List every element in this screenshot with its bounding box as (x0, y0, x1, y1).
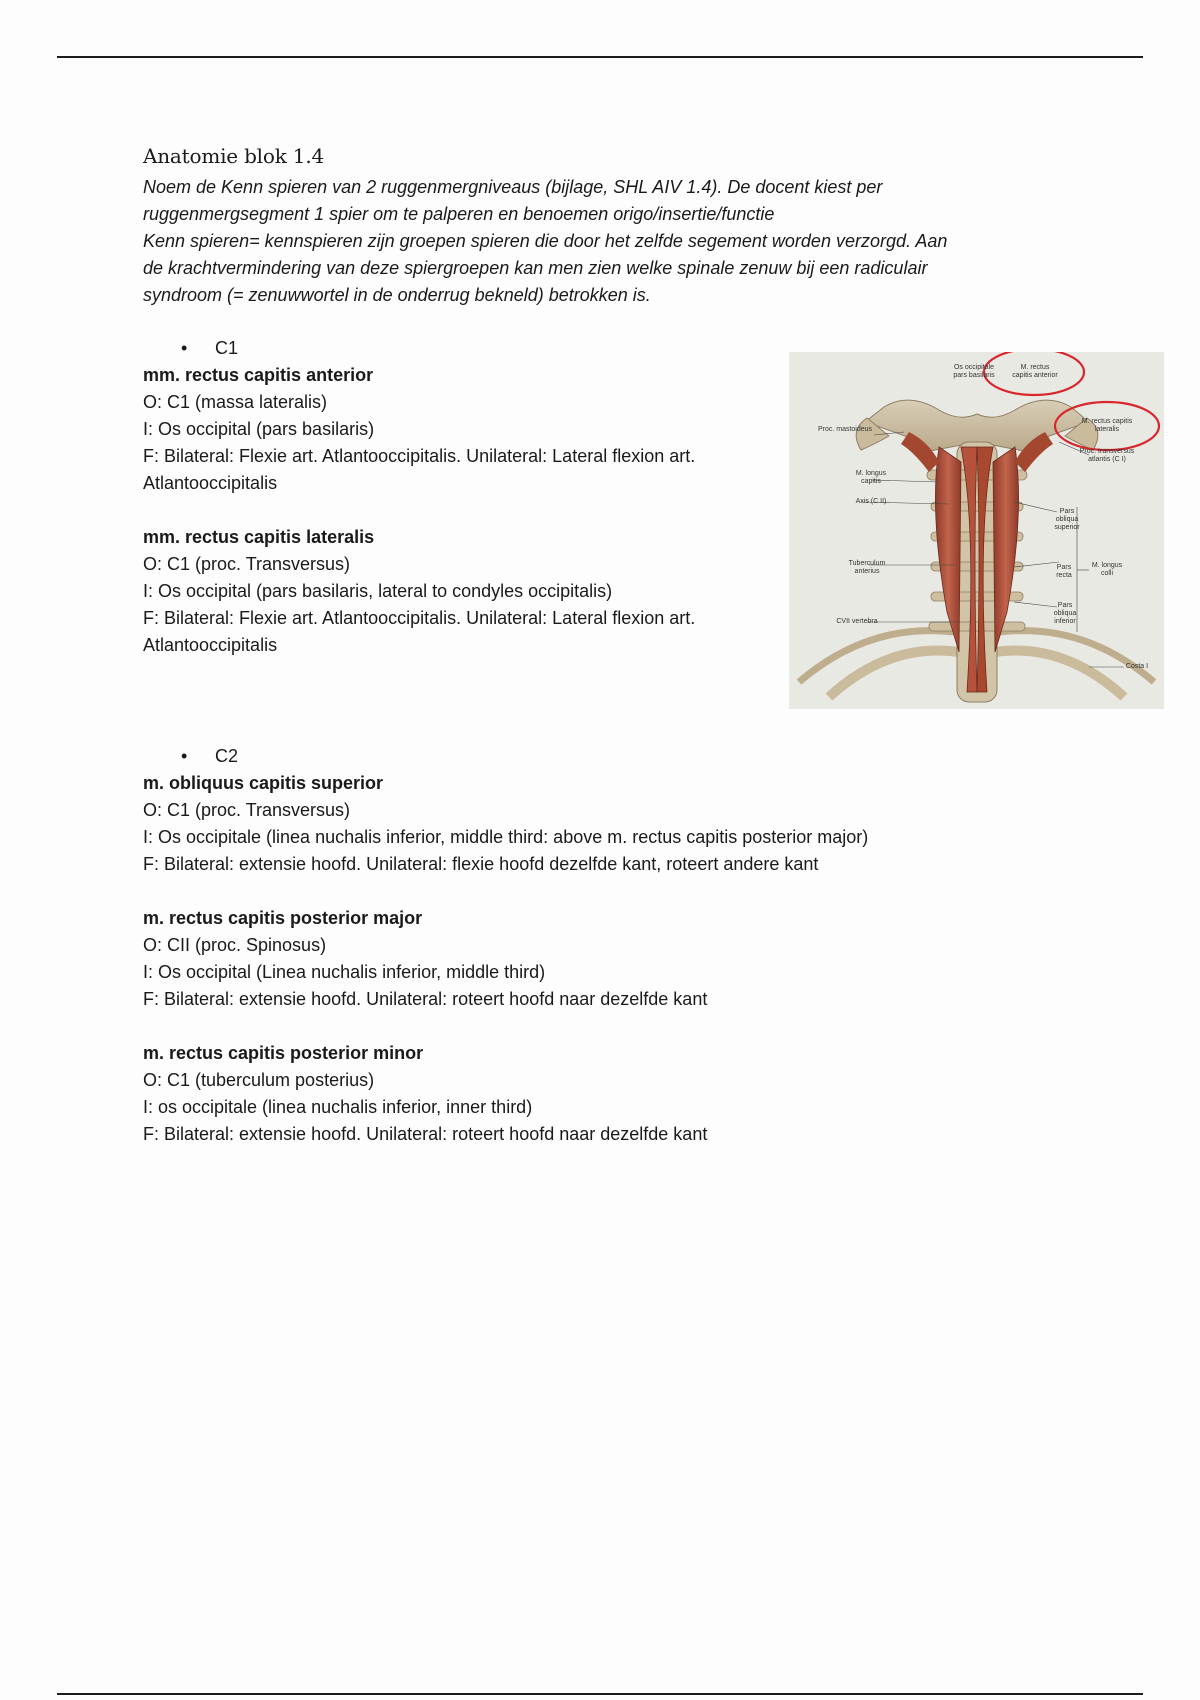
label-os-occipitale: Os occipitale pars basilaris (953, 364, 995, 379)
muscle-origin: O: C1 (massa lateralis) (143, 392, 328, 412)
bottom-rule (57, 1693, 1143, 1695)
muscle-name: mm. rectus capitis anterior (143, 365, 374, 385)
muscle-origin: O: C1 (proc. Transversus) (143, 554, 351, 574)
page-title: Anatomie blok 1.4 (143, 144, 325, 168)
muscle-entry (143, 1040, 1093, 1148)
muscle-entry (143, 770, 1093, 878)
label-costa: Costa I (1125, 663, 1149, 670)
muscle-function-cont: Atlantooccipitalis (143, 635, 278, 655)
label-longus-colli: M. longus colli (1091, 562, 1123, 577)
section-c1 (143, 335, 783, 659)
level-heading-c2: • C2 (143, 743, 1093, 770)
anatomy-figure (789, 352, 1164, 709)
label-pars-recta: Pars recta (1056, 564, 1072, 579)
muscle-function: F: Bilateral: extensie hoofd. Unilateral: roteert hoofd naar dezelfde kant (143, 1124, 708, 1144)
intro-line: ruggenmergsegment 1 spier om te palperen en benoemen origo/insertie/functie (143, 204, 775, 224)
muscle-entry (143, 905, 1093, 1013)
level-heading-c1: • C1 (143, 335, 783, 362)
anatomy-illustration (789, 352, 1164, 709)
muscle-function: F: Bilateral: Flexie art. Atlantooccipitalis. Unilateral: Lateral flexion art. (143, 446, 696, 466)
muscle-entry (143, 362, 783, 497)
label-pars-obliqua-inferior: Pars obliqua inferior (1053, 602, 1077, 625)
muscle-name: m. rectus capitis posterior major (143, 908, 423, 928)
label-rectus-lateralis: M. rectus capitis lateralis (1081, 418, 1133, 433)
muscle-function: F: Bilateral: extensie hoofd. Unilateral: flexie hoofd dezelfde kant, roteert andere kant (143, 854, 819, 874)
label-proc-transversus: Proc. transversus atlantis (C I) (1079, 448, 1135, 463)
intro-line: de krachtvermindering van deze spiergroepen kan men zien welke spinale zenuw bij een radiculair (143, 258, 928, 278)
muscle-insertion: I: Os occipital (pars basilaris, lateral to condyles occipitalis) (143, 581, 613, 601)
muscle-function: F: Bilateral: Flexie art. Atlantooccipitalis. Unilateral: Lateral flexion art. (143, 608, 696, 628)
muscle-insertion: I: Os occipital (Linea nuchalis inferior, middle third) (143, 962, 546, 982)
muscle-name: m. rectus capitis posterior minor (143, 1043, 424, 1063)
intro-line: Kenn spieren= kennspieren zijn groepen spieren die door het zelfde segement worden verzorgd. Aan (143, 231, 948, 251)
muscle-insertion: I: Os occipitale (linea nuchalis inferior, middle third: above m. rectus capitis posterior major) (143, 827, 869, 847)
muscle-insertion: I: os occipitale (linea nuchalis inferior, inner third) (143, 1097, 533, 1117)
label-proc-mastoideus: Proc. mastoideus (817, 426, 873, 433)
label-tuberculum: Tuberculum anterius (848, 560, 886, 575)
top-rule (57, 56, 1143, 58)
section-c2 (143, 743, 1093, 1148)
muscle-origin: O: C1 (tuberculum posterius) (143, 1070, 375, 1090)
muscle-name: m. obliquus capitis superior (143, 773, 384, 793)
intro-line: Noem de Kenn spieren van 2 ruggenmergniveaus (bijlage, SHL AIV 1.4). De docent kiest per (143, 177, 883, 197)
muscle-function: F: Bilateral: extensie hoofd. Unilateral: roteert hoofd naar dezelfde kant (143, 989, 708, 1009)
muscle-insertion: I: Os occipital (pars basilaris) (143, 419, 375, 439)
muscle-entry (143, 524, 783, 659)
muscle-function-cont: Atlantooccipitalis (143, 473, 278, 493)
muscle-origin: O: CII (proc. Spinosus) (143, 935, 327, 955)
intro-text (143, 174, 1073, 309)
intro-line: syndroom (= zenuwwortel in de onderrug bekneld) betrokken is. (143, 285, 651, 305)
muscle-origin: O: C1 (proc. Transversus) (143, 800, 351, 820)
label-longus-capitis: M. longus capitis (855, 470, 887, 485)
label-rectus-anterior: M. rectus capitis anterior (1012, 364, 1058, 379)
muscle-name: mm. rectus capitis lateralis (143, 527, 375, 547)
label-pars-obliqua-superior: Pars obliqua superior (1054, 508, 1080, 531)
label-axis: Axis (C II) (855, 498, 887, 505)
label-cvii: CVII vertebra (836, 618, 878, 625)
